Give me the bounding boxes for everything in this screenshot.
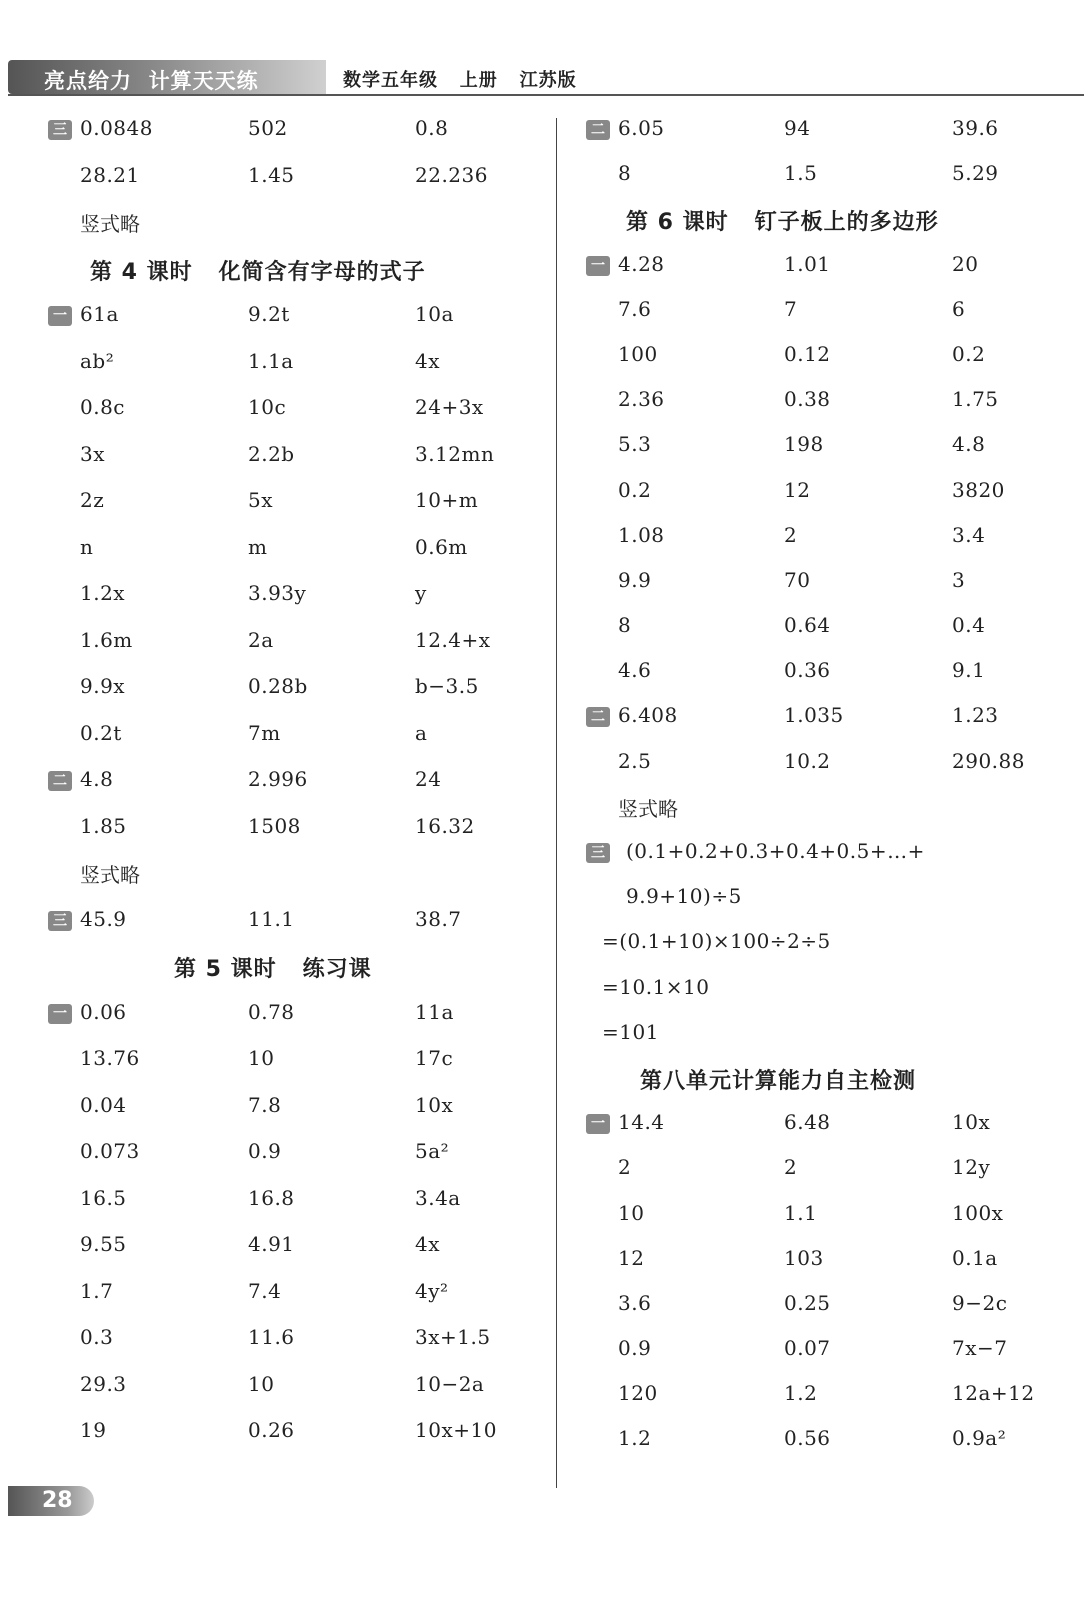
- answer-cell: 24: [415, 767, 442, 791]
- answer-cell: 2: [618, 1155, 632, 1180]
- lesson-heading: 第 6 课时 钉子板上的多边形: [626, 210, 939, 236]
- answer-cell: 16.8: [248, 1185, 295, 1210]
- note-row: [586, 788, 1086, 833]
- expression-line: 9.9+10)÷5: [626, 884, 742, 909]
- answer-row: [586, 652, 1086, 697]
- answer-row: [48, 808, 548, 855]
- answer-cell: b−3.5: [415, 674, 479, 698]
- section-marker: 三: [48, 120, 72, 140]
- lesson-heading: 第 4 课时 化简含有字母的式子: [90, 259, 426, 285]
- answer-row: [586, 607, 1086, 652]
- answer-cell: 10a: [415, 302, 454, 326]
- answer-cell: 20: [952, 251, 979, 276]
- answer-cell: 0.2: [952, 341, 986, 366]
- answer-cell: 2.5: [618, 748, 652, 773]
- answer-cell: 19: [80, 1418, 107, 1442]
- book-brand: 亮点给力 计算天天练: [44, 69, 259, 93]
- expression-line: =10.1×10: [602, 974, 710, 999]
- answer-cell: 0.6m: [415, 534, 468, 559]
- answer-cell: 0.9: [248, 1139, 282, 1163]
- answer-cell: 10x+10: [415, 1418, 497, 1442]
- answer-row: [48, 1226, 548, 1273]
- answer-cell: 1.1: [784, 1200, 818, 1225]
- answer-cell: 9.2t: [248, 302, 290, 326]
- answer-cell: 1508: [248, 813, 301, 838]
- answer-row: [586, 743, 1086, 788]
- answer-row: [48, 1366, 548, 1413]
- answer-cell: 0.38: [784, 387, 831, 412]
- answer-row: [586, 1330, 1086, 1375]
- right-column: [586, 110, 1086, 1466]
- answer-cell: 94: [784, 116, 811, 140]
- answer-cell: 0.0848: [80, 116, 153, 140]
- answer-cell: 10.2: [784, 748, 831, 773]
- answer-cell: 45.9: [80, 906, 127, 931]
- answer-row: [48, 343, 548, 390]
- answer-cell: 1.45: [248, 162, 295, 187]
- answer-row: [48, 901, 548, 948]
- answer-cell: 502: [248, 116, 288, 140]
- answer-cell: 3.6: [618, 1290, 652, 1315]
- answer-cell: 22.236: [415, 162, 488, 187]
- page-header: [0, 56, 1089, 96]
- answer-cell: 38.7: [415, 906, 462, 931]
- answer-cell: m: [248, 534, 268, 559]
- answer-row: [48, 1180, 548, 1227]
- answer-cell: 9.1: [952, 658, 986, 683]
- answer-cell: 5.29: [952, 161, 999, 186]
- answer-row: [586, 291, 1086, 336]
- answer-cell: 4.6: [618, 658, 652, 683]
- answer-cell: 7.8: [248, 1092, 282, 1117]
- answer-cell: 16.32: [415, 813, 475, 838]
- answer-cell: 0.4: [952, 613, 986, 638]
- lesson-heading-row: [48, 947, 548, 994]
- answer-row: [48, 482, 548, 529]
- answer-row: [48, 1087, 548, 1134]
- answer-row: [586, 1240, 1086, 1285]
- answer-cell: 3.4a: [415, 1185, 461, 1210]
- answer-cell: 12a+12: [952, 1381, 1035, 1406]
- answer-cell: 4x: [415, 348, 441, 373]
- section-marker: 一: [586, 1114, 610, 1134]
- lesson-heading-row: [586, 200, 1086, 245]
- answer-cell: 1.75: [952, 387, 999, 412]
- section-marker: 三: [48, 911, 72, 931]
- answer-cell: 3820: [952, 477, 1005, 502]
- answer-cell: 198: [784, 432, 824, 457]
- answer-cell: 3.93y: [248, 581, 307, 605]
- answer-cell: 28.21: [80, 162, 140, 187]
- answer-cell: 1.85: [80, 813, 127, 838]
- answer-cell: 2z: [80, 488, 105, 512]
- lesson-heading-row: [586, 1059, 1086, 1104]
- answer-cell: 4y²: [415, 1278, 449, 1303]
- answer-cell: 0.2: [618, 477, 652, 502]
- answer-cell: 2a: [248, 627, 274, 652]
- answer-cell: 3: [952, 567, 966, 592]
- answer-row: [48, 994, 548, 1041]
- note-row: [48, 854, 548, 901]
- section-marker: 二: [586, 707, 610, 727]
- answer-cell: 1.5: [784, 161, 818, 186]
- answer-cell: 4.28: [618, 251, 665, 276]
- answer-row: [586, 697, 1086, 742]
- answer-row: [586, 1420, 1086, 1465]
- answer-cell: 0.64: [784, 613, 831, 638]
- answer-cell: 2.2b: [248, 441, 295, 466]
- answer-cell: 2.36: [618, 387, 665, 412]
- column-divider: [556, 118, 557, 1488]
- answer-row: [48, 1273, 548, 1320]
- answer-cell: 2.996: [248, 767, 308, 791]
- answer-row: [48, 575, 548, 622]
- expression-row: [586, 833, 1086, 878]
- answer-cell: 0.9: [618, 1336, 652, 1361]
- answer-cell: 61a: [80, 302, 119, 326]
- answer-cell: 7.4: [248, 1278, 282, 1303]
- answer-cell: 100: [618, 341, 658, 366]
- section-marker: 三: [586, 843, 610, 863]
- answer-cell: 6.408: [618, 703, 678, 728]
- answer-row: [586, 1285, 1086, 1330]
- answer-cell: 9.9: [618, 567, 652, 592]
- answer-cell: 16.5: [80, 1185, 127, 1210]
- answer-cell: 10+m: [415, 488, 479, 512]
- answer-cell: 0.07: [784, 1336, 831, 1361]
- answer-cell: 1.08: [618, 522, 665, 547]
- answer-cell: 7.6: [618, 296, 652, 321]
- section-marker: 一: [48, 1004, 72, 1024]
- answer-cell: 9.9x: [80, 674, 126, 698]
- answer-row: [48, 389, 548, 436]
- vertical-omitted-note: 竖式略: [618, 796, 678, 821]
- answer-cell: a: [415, 720, 428, 745]
- answer-cell: 4.8: [80, 767, 114, 791]
- answer-cell: 0.12: [784, 341, 831, 366]
- answer-cell: 4.91: [248, 1232, 295, 1256]
- answer-cell: 11a: [415, 999, 454, 1024]
- answer-row: [48, 1040, 548, 1087]
- answer-cell: 70: [784, 567, 811, 592]
- answer-cell: 3.4: [952, 522, 986, 547]
- answer-cell: 10: [618, 1200, 645, 1225]
- answer-cell: 1.01: [784, 251, 831, 276]
- answer-row: [48, 296, 548, 343]
- answer-cell: 103: [784, 1245, 824, 1270]
- answer-cell: 14.4: [618, 1110, 665, 1135]
- answer-cell: 6.48: [784, 1110, 831, 1135]
- answer-cell: 7x−7: [952, 1336, 1008, 1361]
- answer-cell: 24+3x: [415, 395, 484, 419]
- expression-row: [586, 878, 1086, 923]
- header-rule: [8, 94, 1084, 96]
- answer-row: [48, 622, 548, 669]
- answer-cell: 290.88: [952, 748, 1025, 773]
- expression-row: [586, 969, 1086, 1014]
- section-marker: 一: [48, 306, 72, 326]
- answer-cell: 0.78: [248, 999, 295, 1024]
- answer-cell: 12: [784, 477, 811, 502]
- answer-cell: 0.073: [80, 1139, 140, 1163]
- book-subtitle: 数学五年级 上册 江苏版: [343, 70, 577, 91]
- section-marker: 二: [48, 771, 72, 791]
- expression-line: (0.1+0.2+0.3+0.4+0.5+…+: [626, 839, 925, 863]
- answer-row: [48, 761, 548, 808]
- answer-cell: 0.25: [784, 1290, 831, 1315]
- answer-row: [48, 1319, 548, 1366]
- answer-row: [48, 1133, 548, 1180]
- answer-cell: 11.1: [248, 906, 295, 931]
- answer-row: [586, 155, 1086, 200]
- answer-cell: 8: [618, 161, 632, 186]
- answer-cell: 100x: [952, 1200, 1004, 1225]
- answer-cell: 0.06: [80, 999, 127, 1024]
- answer-cell: 5a²: [415, 1139, 450, 1163]
- answer-cell: 4.8: [952, 432, 986, 457]
- section-marker: 一: [586, 256, 610, 276]
- answer-cell: 29.3: [80, 1371, 127, 1396]
- answer-cell: 7m: [248, 720, 281, 745]
- answer-cell: 5x: [248, 488, 274, 512]
- answer-cell: 0.8: [415, 116, 449, 140]
- answer-cell: y: [415, 581, 427, 605]
- answer-cell: 0.2t: [80, 720, 122, 745]
- answer-cell: 0.36: [784, 658, 831, 683]
- answer-row: [48, 110, 548, 157]
- answer-row: [586, 1195, 1086, 1240]
- answer-row: [48, 529, 548, 576]
- answer-cell: 0.9a²: [952, 1426, 1007, 1451]
- answer-cell: 1.23: [952, 703, 999, 728]
- vertical-omitted-note: 竖式略: [80, 212, 140, 236]
- answer-cell: 0.56: [784, 1426, 831, 1451]
- answer-cell: 1.035: [784, 703, 844, 728]
- answer-cell: 2: [784, 1155, 798, 1180]
- answer-cell: 9.55: [80, 1232, 127, 1256]
- answer-cell: 10−2a: [415, 1371, 485, 1396]
- section-marker: 二: [586, 120, 610, 140]
- answer-cell: 4x: [415, 1232, 441, 1256]
- answer-cell: 10: [248, 1371, 275, 1396]
- expression-line: =101: [602, 1019, 659, 1044]
- left-column: [48, 110, 548, 1459]
- answer-cell: 0.26: [248, 1418, 295, 1442]
- answer-cell: 1.2: [618, 1426, 652, 1451]
- answer-cell: 1.2: [784, 1381, 818, 1406]
- answer-cell: 13.76: [80, 1046, 140, 1070]
- answer-cell: 1.7: [80, 1278, 114, 1303]
- answer-row: [586, 381, 1086, 426]
- answer-row: [586, 426, 1086, 471]
- answer-cell: 5.3: [618, 432, 652, 457]
- answer-cell: 1.1a: [248, 348, 294, 373]
- answer-cell: 10x: [415, 1092, 454, 1117]
- answer-cell: 39.6: [952, 116, 999, 140]
- answer-row: [586, 1149, 1086, 1194]
- answer-cell: 12: [618, 1245, 645, 1270]
- vertical-omitted-note: 竖式略: [80, 863, 140, 887]
- lesson-heading-row: [48, 250, 548, 297]
- answer-cell: 17c: [415, 1046, 454, 1070]
- answer-cell: n: [80, 534, 94, 559]
- answer-cell: 12y: [952, 1155, 991, 1180]
- expression-row: [586, 923, 1086, 968]
- answer-row: [586, 517, 1086, 562]
- answer-row: [48, 436, 548, 483]
- answer-row: [586, 110, 1086, 155]
- answer-cell: 9−2c: [952, 1290, 1008, 1315]
- answer-cell: 10: [248, 1046, 275, 1070]
- answer-row: [48, 157, 548, 204]
- answer-row: [586, 1104, 1086, 1149]
- answer-cell: 3x+1.5: [415, 1325, 491, 1349]
- answer-cell: ab²: [80, 348, 115, 373]
- expression-line: =(0.1+10)×100÷2÷5: [602, 929, 831, 954]
- note-row: [48, 203, 548, 250]
- answer-row: [586, 336, 1086, 381]
- lesson-heading: 第八单元计算能力自主检测: [640, 1068, 917, 1094]
- answer-cell: 120: [618, 1381, 658, 1406]
- expression-row: [586, 1014, 1086, 1059]
- answer-row: [48, 715, 548, 762]
- answer-cell: 10c: [248, 395, 287, 419]
- answer-cell: 0.28b: [248, 674, 308, 698]
- answer-cell: 1.2x: [80, 581, 126, 605]
- answer-row: [48, 668, 548, 715]
- answer-row: [586, 246, 1086, 291]
- lesson-heading: 第 5 课时 练习课: [174, 957, 372, 982]
- answer-cell: 2: [784, 522, 798, 547]
- answer-cell: 10x: [952, 1110, 991, 1135]
- answer-cell: 7: [784, 296, 798, 321]
- answer-cell: 12.4+x: [415, 627, 491, 652]
- answer-row: [48, 1412, 548, 1459]
- answer-cell: 0.8c: [80, 395, 126, 419]
- answer-cell: 6.05: [618, 116, 665, 140]
- answer-row: [586, 472, 1086, 517]
- answer-cell: 1.6m: [80, 627, 133, 652]
- answer-cell: 11.6: [248, 1325, 295, 1349]
- answer-cell: 8: [618, 613, 632, 638]
- page-number: 28: [42, 1488, 73, 1513]
- answer-cell: 0.1a: [952, 1245, 998, 1270]
- answer-cell: 6: [952, 296, 966, 321]
- answer-cell: 0.3: [80, 1325, 114, 1349]
- answer-row: [586, 1375, 1086, 1420]
- answer-cell: 3.12mn: [415, 441, 495, 466]
- answer-cell: 0.04: [80, 1092, 127, 1117]
- answer-cell: 3x: [80, 441, 106, 466]
- answer-row: [586, 562, 1086, 607]
